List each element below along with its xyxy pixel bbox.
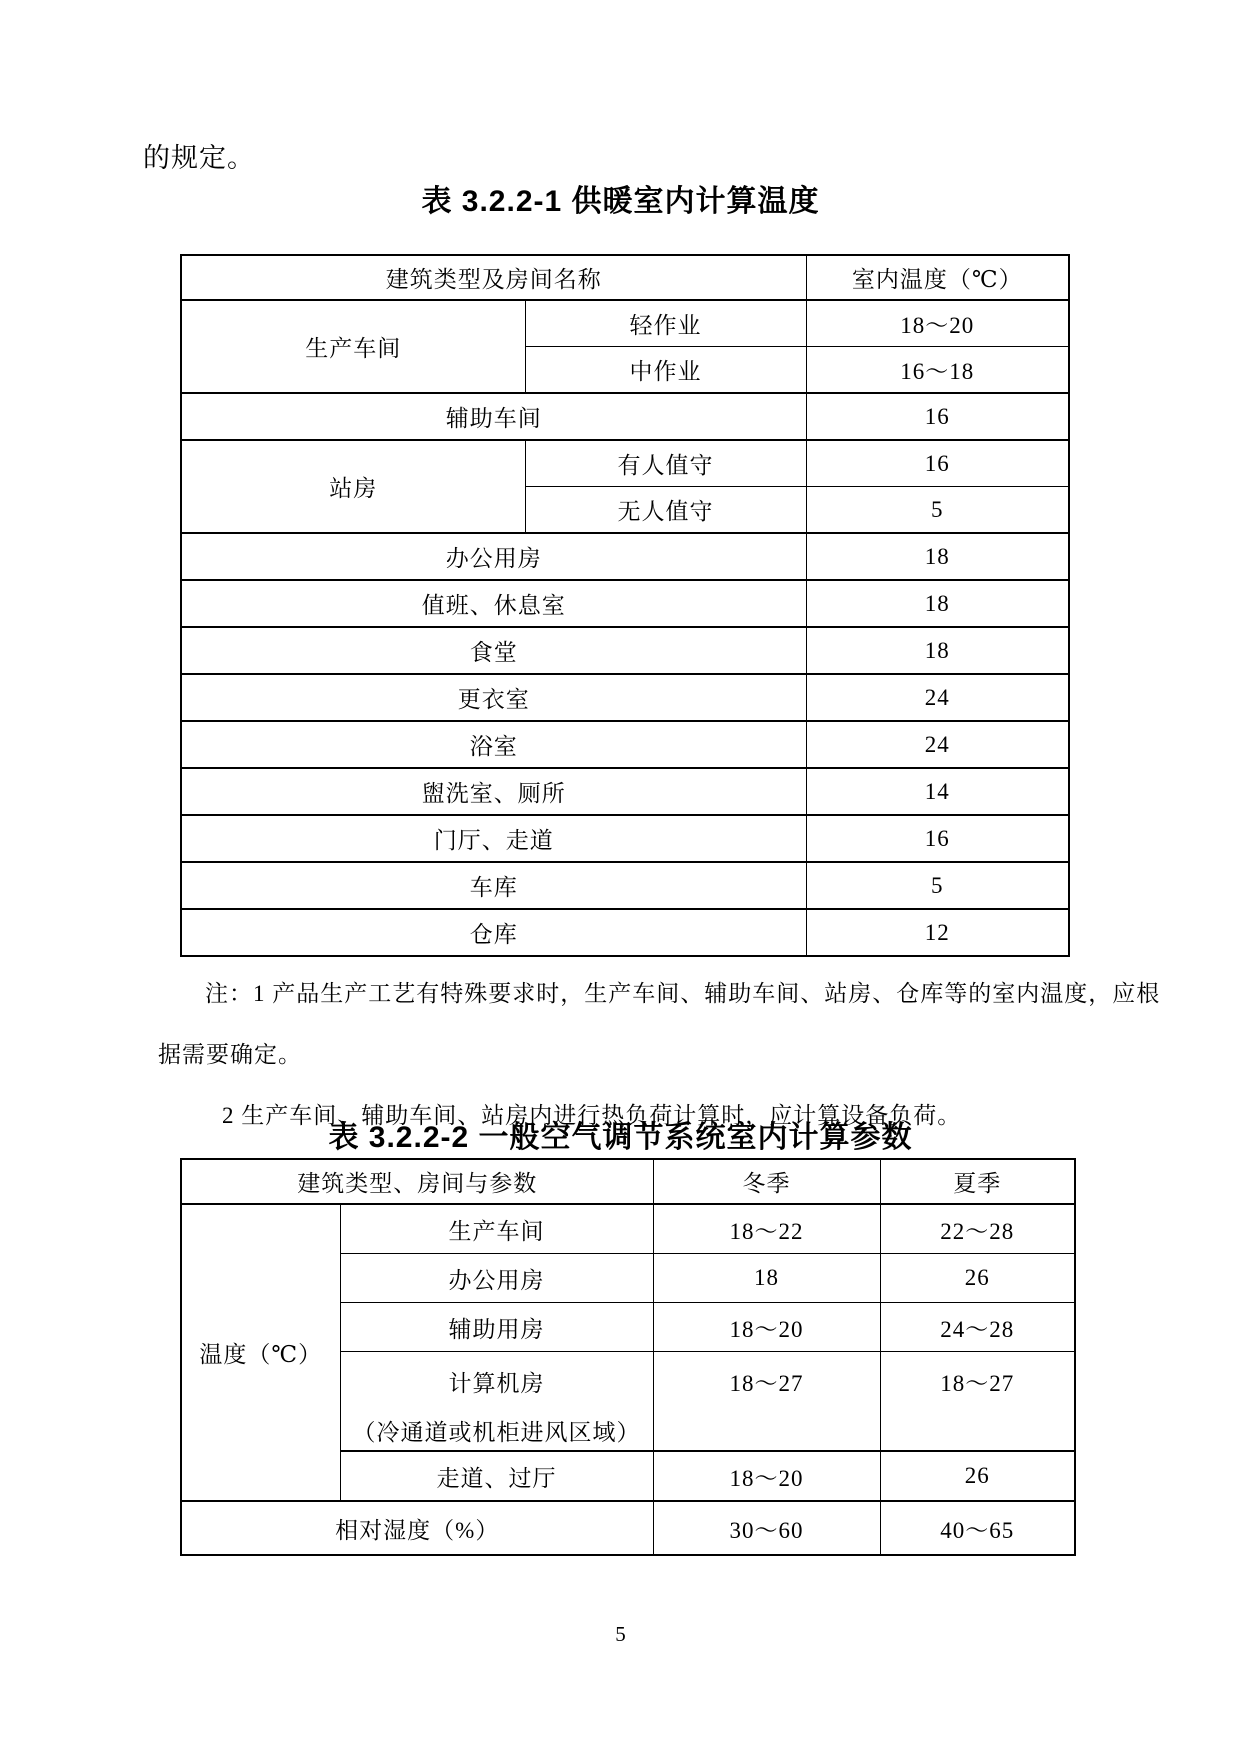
table-row [181, 300, 1069, 347]
summer-value-cell: 24～28 [880, 1303, 1075, 1352]
table-air-conditioning-parameters [180, 1158, 1076, 1556]
table1-header-name: 建筑类型及房间名称 [181, 255, 806, 300]
winter-value-cell: 30～60 [653, 1501, 880, 1555]
table-row [181, 1204, 1075, 1254]
table-row [181, 909, 1069, 956]
room-name-cell: 办公用房 [181, 533, 806, 580]
summer-value-cell: 22～28 [880, 1204, 1075, 1254]
room-name-cell: 食堂 [181, 627, 806, 674]
note-2: 2 生产车间、辅助车间、站房内进行热负荷计算时，应计算设备负荷。 [222, 1103, 962, 1128]
table2-title: 表 3.2.2-2 一般空气调节系统室内计算参数 [328, 1121, 913, 1154]
room-name-cell: 盥洗室、厕所 [181, 768, 806, 815]
table-row [181, 721, 1069, 768]
table-row [181, 815, 1069, 862]
room-name-cell: 无人值守 [525, 487, 806, 534]
room-name-cell: 更衣室 [181, 674, 806, 721]
winter-value-cell [653, 1410, 880, 1451]
table-row [181, 533, 1069, 580]
winter-value-cell: 18～27 [653, 1352, 880, 1411]
intro-text: 的规定。 [143, 143, 255, 173]
temp-value-cell: 18～20 [806, 300, 1069, 347]
temp-value-cell: 16 [806, 440, 1069, 487]
temp-value-cell: 18 [806, 580, 1069, 627]
temp-value-cell: 5 [806, 487, 1069, 534]
table-row [181, 580, 1069, 627]
room-name-cell: 门厅、走道 [181, 815, 806, 862]
temp-value-cell: 24 [806, 721, 1069, 768]
table2-header-name: 建筑类型、房间与参数 [181, 1159, 653, 1204]
temp-value-cell: 16 [806, 815, 1069, 862]
room-name-cell: 值班、休息室 [181, 580, 806, 627]
temp-value-cell: 14 [806, 768, 1069, 815]
room-name-cell: 轻作业 [525, 300, 806, 347]
table-row [181, 674, 1069, 721]
summer-value-cell: 26 [880, 1254, 1075, 1303]
table2-header-summer: 夏季 [880, 1159, 1075, 1204]
winter-value-cell: 18 [653, 1254, 880, 1303]
room-name-cell: 辅助用房 [340, 1303, 653, 1352]
table-heating-indoor-temperature [180, 254, 1070, 957]
temp-value-cell: 16～18 [806, 347, 1069, 394]
table-row [181, 393, 1069, 440]
temp-value-cell: 12 [806, 909, 1069, 956]
summer-value-cell [880, 1410, 1075, 1451]
table-row [181, 627, 1069, 674]
temp-value-cell: 24 [806, 674, 1069, 721]
room-name-cell: 办公用房 [340, 1254, 653, 1303]
room-name-cell: 走道、过厅 [340, 1451, 653, 1501]
room-name-cell: 生产车间 [340, 1204, 653, 1254]
table1-header-temp: 室内温度（℃） [806, 255, 1069, 300]
room-name-cell: 有人值守 [525, 440, 806, 487]
humidity-name-cell: 相对湿度（%） [181, 1501, 653, 1555]
summer-value-cell: 26 [880, 1451, 1075, 1501]
room-name-cell: 中作业 [525, 347, 806, 394]
room-name-cell: 浴室 [181, 721, 806, 768]
temp-value-cell: 16 [806, 393, 1069, 440]
room-name-subnote-cell: （冷通道或机柜进风区域） [340, 1410, 653, 1451]
room-name-cell: 仓库 [181, 909, 806, 956]
summer-value-cell: 40～65 [880, 1501, 1075, 1555]
table-row [181, 768, 1069, 815]
table1-header-row [181, 255, 1069, 300]
summer-value-cell: 18～27 [880, 1352, 1075, 1411]
group-cell-production: 生产车间 [181, 300, 525, 393]
group-cell-temperature: 温度（℃） [181, 1204, 340, 1501]
page-number: 5 [615, 1622, 626, 1646]
room-name-cell: 车库 [181, 862, 806, 909]
room-name-cell: 计算机房 [340, 1352, 653, 1411]
table2-header-row [181, 1159, 1075, 1204]
table-row [181, 440, 1069, 487]
winter-value-cell: 18～20 [653, 1451, 880, 1501]
room-name-cell: 辅助车间 [181, 393, 806, 440]
temp-value-cell: 18 [806, 533, 1069, 580]
note-1-line-1: 注：1 产品生产工艺有特殊要求时，生产车间、辅助车间、站房、仓库等的室内温度，应根 [205, 981, 1161, 1006]
temp-value-cell: 5 [806, 862, 1069, 909]
temp-value-cell: 18 [806, 627, 1069, 674]
table-row [181, 862, 1069, 909]
winter-value-cell: 18～20 [653, 1303, 880, 1352]
table1-title: 表 3.2.2-1 供暖室内计算温度 [421, 185, 820, 218]
table2-header-winter: 冬季 [653, 1159, 880, 1204]
humidity-row [181, 1501, 1075, 1555]
winter-value-cell: 18～22 [653, 1204, 880, 1254]
group-cell-station: 站房 [181, 440, 525, 533]
note-1-line-2: 据需要确定。 [158, 1042, 302, 1067]
